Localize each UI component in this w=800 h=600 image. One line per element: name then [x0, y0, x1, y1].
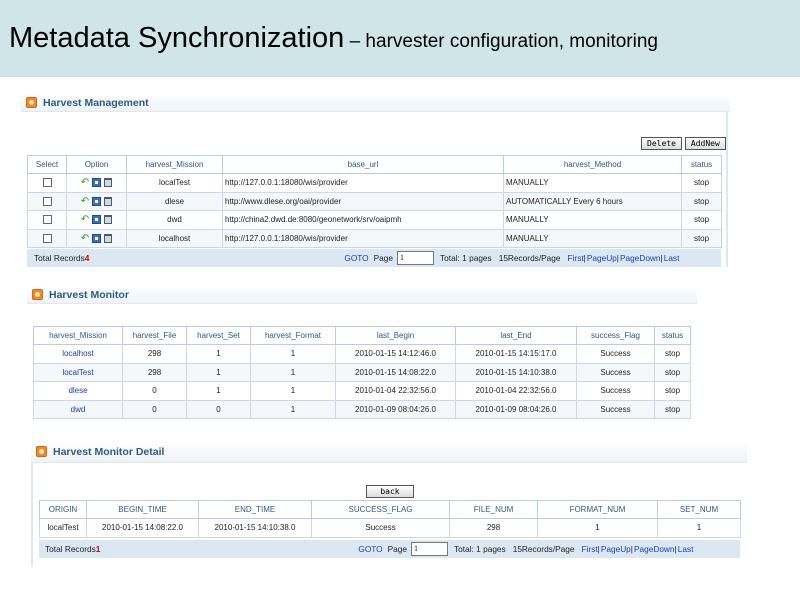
table-cell: stop [655, 363, 691, 382]
table-cell: Success [577, 363, 655, 382]
mission-link[interactable]: dwd [34, 400, 123, 419]
mission-cell: localTest [127, 174, 223, 193]
method-cell: AUTOMATICALLY Every 6 hours [504, 192, 682, 211]
table-row [34, 363, 691, 382]
undo-icon[interactable]: ↶ [80, 195, 90, 207]
table-cell: 2010-01-04 22:32:56.0 [456, 382, 577, 401]
pager-separator: | [583, 253, 586, 263]
harvest-management-table [27, 155, 722, 248]
column-header[interactable]: status [682, 156, 722, 174]
table-cell: 1 [251, 400, 336, 419]
column-header[interactable]: base_url [223, 156, 504, 174]
option-cell [67, 192, 127, 211]
table-row [34, 400, 691, 419]
column-header[interactable]: harvest_Mission [127, 156, 223, 174]
column-header[interactable]: last_End [456, 327, 577, 345]
page-label: Page [387, 544, 408, 554]
table-cell: Success [312, 519, 450, 538]
column-header[interactable]: last_Begin [336, 327, 456, 345]
total-pages-label: Total: 1 pages [440, 253, 492, 263]
edit-icon[interactable] [92, 197, 101, 206]
table-cell: Success [577, 345, 655, 364]
undo-icon[interactable]: ↶ [80, 177, 90, 189]
column-header[interactable]: SUCCESS_FLAG [312, 501, 450, 519]
harvest-monitor-title: Harvest Monitor [49, 288, 129, 301]
table-cell: 1 [251, 345, 336, 364]
column-header[interactable]: FILE_NUM [450, 501, 538, 519]
page-down-link[interactable]: PageDown [633, 544, 675, 554]
pager-separator: | [660, 253, 663, 263]
table-cell: localTest [40, 519, 87, 538]
table-row [28, 174, 722, 193]
status-cell: stop [682, 229, 722, 248]
table-cell: 2010-01-15 14:15:17.0 [456, 345, 577, 364]
harvest-monitor-header [27, 286, 697, 304]
page-number-input[interactable]: 1 [411, 542, 448, 556]
edit-icon[interactable] [92, 178, 101, 187]
select-cell [28, 174, 67, 193]
trash-icon[interactable] [104, 178, 112, 187]
table-cell: 0 [123, 382, 187, 401]
column-header[interactable]: harvest_Set [187, 327, 251, 345]
row-checkbox[interactable] [43, 197, 52, 206]
column-header[interactable]: FORMAT_NUM [538, 501, 658, 519]
table-cell: 0 [187, 400, 251, 419]
harvest-panel-icon [26, 97, 37, 108]
management-toolbar [641, 137, 726, 150]
table-cell: 2010-01-15 14:08:22.0 [87, 519, 199, 538]
table-cell: 2010-01-04 22:32:56.0 [336, 382, 456, 401]
url-cell: http://127.0.0.1:18080/wis/provider [223, 174, 504, 193]
trash-icon[interactable] [104, 234, 112, 243]
harvest-panel-icon [32, 289, 43, 300]
delete-button[interactable]: Delete [641, 137, 682, 150]
detail-left-border [31, 463, 33, 567]
table-cell: 1 [187, 363, 251, 382]
table-cell: 1 [538, 519, 658, 538]
column-header[interactable]: END_TIME [199, 501, 312, 519]
column-header[interactable]: harvest_File [123, 327, 187, 345]
column-header[interactable]: success_Flag [577, 327, 655, 345]
row-checkbox[interactable] [43, 215, 52, 224]
goto-link[interactable]: GOTO [344, 253, 369, 263]
table-cell: 1 [251, 382, 336, 401]
table-cell: 2010-01-09 08:04:26.0 [336, 400, 456, 419]
method-cell: MANUALLY [504, 229, 682, 248]
mission-link[interactable]: dlese [34, 382, 123, 401]
add-new-button[interactable]: AddNew [685, 137, 726, 150]
table-cell: stop [655, 400, 691, 419]
table-row [28, 229, 722, 248]
undo-icon[interactable]: ↶ [80, 232, 90, 244]
select-cell [28, 192, 67, 211]
select-cell [28, 229, 67, 248]
table-cell: 298 [450, 519, 538, 538]
management-right-border [726, 112, 728, 267]
records-per-page-label: 15Records/Page [512, 544, 575, 554]
url-cell: http://127.0.0.1:18080/wis/provider [223, 229, 504, 248]
column-header[interactable]: status [655, 327, 691, 345]
edit-icon[interactable] [92, 215, 101, 224]
status-cell: stop [682, 174, 722, 193]
select-cell [28, 211, 67, 230]
column-header[interactable]: harvest_Format [251, 327, 336, 345]
table-cell: stop [655, 382, 691, 401]
total-records-count: 1 [95, 544, 101, 554]
table-cell: 2010-01-15 14:10:38.0 [456, 363, 577, 382]
last-page-link[interactable]: Last [677, 544, 694, 554]
harvest-management-title: Harvest Management [43, 96, 149, 109]
column-header[interactable]: SET_NUM [658, 501, 741, 519]
title-banner [0, 0, 800, 77]
table-cell: 1 [658, 519, 741, 538]
records-per-page-label: 15Records/Page [498, 253, 561, 263]
page-label: Page [373, 253, 394, 263]
page-up-link[interactable]: PageUp [600, 544, 631, 554]
harvest-detail-panel [31, 441, 747, 463]
table-cell: Success [577, 400, 655, 419]
detail-toolbar [366, 485, 414, 498]
table-header-row [34, 327, 691, 345]
harvest-detail-title: Harvest Monitor Detail [53, 445, 165, 458]
status-cell: stop [682, 192, 722, 211]
table-cell: 1 [251, 363, 336, 382]
harvest-management-header [21, 94, 730, 112]
table-cell: Success [577, 382, 655, 401]
method-cell: MANUALLY [504, 211, 682, 230]
harvest-monitor-table [33, 326, 691, 419]
column-header[interactable]: harvest_Method [504, 156, 682, 174]
column-header[interactable]: ORIGIN [40, 501, 87, 519]
slide-title-sub: – harvester configuration, monitoring [344, 31, 658, 52]
table-row [28, 211, 722, 230]
mission-link[interactable]: localhost [34, 345, 123, 364]
page-number-input[interactable]: 1 [397, 251, 434, 265]
management-pager [27, 249, 721, 267]
undo-icon[interactable]: ↶ [80, 214, 90, 226]
trash-icon[interactable] [104, 197, 112, 206]
table-row [28, 192, 722, 211]
table-row [40, 519, 741, 538]
table-cell: 0 [123, 400, 187, 419]
pager-separator: | [616, 253, 619, 263]
table-cell: 2010-01-15 14:10:38.0 [199, 519, 312, 538]
column-header[interactable]: BEGIN_TIME [87, 501, 199, 519]
option-cell [67, 174, 127, 193]
row-checkbox[interactable] [43, 234, 52, 243]
harvest-management-panel [21, 94, 730, 112]
table-header-row [40, 501, 741, 519]
pager-separator: | [597, 544, 600, 554]
goto-link[interactable]: GOTO [358, 544, 383, 554]
column-header[interactable]: harvest_Mission [34, 327, 123, 345]
option-cell [67, 211, 127, 230]
mission-cell: dwd [127, 211, 223, 230]
table-cell: 2010-01-15 14:12:46.0 [336, 345, 456, 364]
harvest-detail-table [39, 500, 741, 538]
total-records-label: Total Records [34, 253, 85, 263]
table-cell: 298 [123, 363, 187, 382]
total-records-label: Total Records [45, 544, 96, 554]
table-cell: 1 [187, 382, 251, 401]
pager-separator: | [630, 544, 633, 554]
table-cell: 2010-01-15 14:08:22.0 [336, 363, 456, 382]
mission-link[interactable]: localTest [34, 363, 123, 382]
back-button[interactable]: back [366, 485, 414, 498]
status-cell: stop [682, 211, 722, 230]
slide-title-main: Metadata Synchronization [9, 22, 345, 54]
total-records-count: 4 [84, 253, 90, 263]
table-cell: 1 [187, 345, 251, 364]
last-page-link[interactable]: Last [663, 253, 680, 263]
column-header[interactable]: Option [67, 156, 127, 174]
url-cell: http://www.dlese.org/oai/provider [223, 192, 504, 211]
option-cell [67, 229, 127, 248]
harvest-detail-header [31, 441, 747, 463]
first-page-link[interactable]: First [567, 253, 584, 263]
first-page-link[interactable]: First [581, 544, 598, 554]
mission-cell: dlese [127, 192, 223, 211]
url-cell: http://china2.dwd.de:8080/geonetwork/srv/oaipmh [223, 211, 504, 230]
method-cell: MANUALLY [504, 174, 682, 193]
total-pages-label: Total: 1 pages [454, 544, 506, 554]
mission-cell: localhost [127, 229, 223, 248]
trash-icon[interactable] [104, 215, 112, 224]
pager-separator: | [674, 544, 677, 554]
column-header[interactable]: Select [28, 156, 67, 174]
slide-title [9, 22, 658, 55]
table-cell: 2010-01-09 08:04:26.0 [456, 400, 577, 419]
edit-icon[interactable] [92, 234, 101, 243]
detail-pager [39, 540, 740, 558]
table-row [34, 382, 691, 401]
table-header-row [28, 156, 722, 174]
page-down-link[interactable]: PageDown [619, 253, 661, 263]
row-checkbox[interactable] [43, 178, 52, 187]
table-row [34, 345, 691, 364]
page-up-link[interactable]: PageUp [586, 253, 617, 263]
table-cell: 298 [123, 345, 187, 364]
harvest-panel-icon [36, 446, 47, 457]
harvest-monitor-panel [27, 286, 697, 304]
table-cell: stop [655, 345, 691, 364]
